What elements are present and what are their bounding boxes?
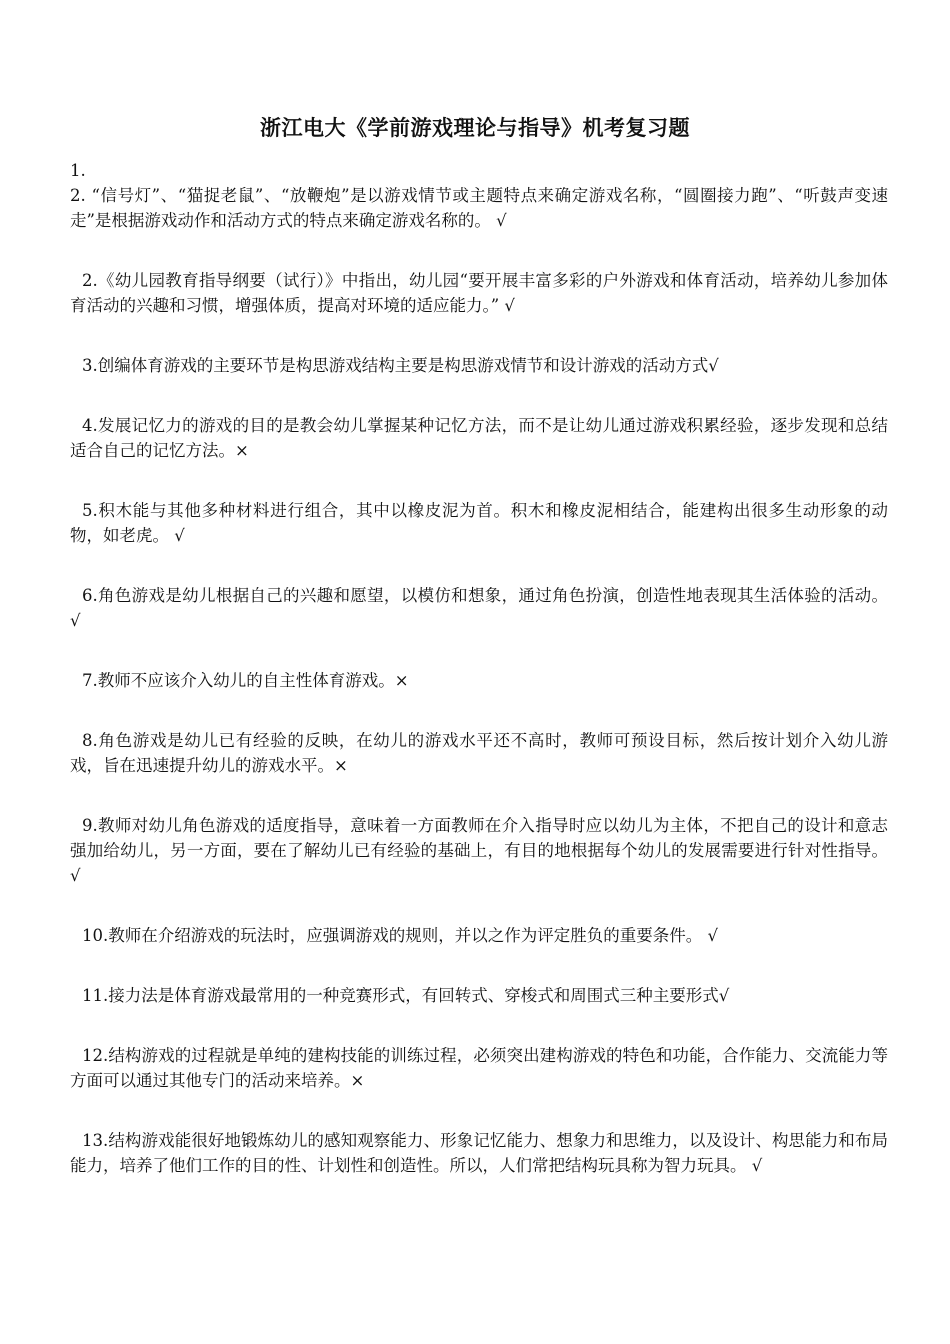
question-item: 3.创编体育游戏的主要环节是构思游戏结构主要是构思游戏情节和设计游戏的活动方式√ xyxy=(82,356,719,375)
question-item: 7.教师不应该介入幼儿的自主性体育游戏。× xyxy=(82,671,409,690)
question-item: 2. “信号灯”、“猫捉老鼠”、“放鞭炮”是以游戏情节或主题特点来确定游戏名称，“圆圈接力跑”、“听鼓声变速走”是根据游戏动作和活动方式的特点来确定游戏名称的。 √ xyxy=(70,186,888,230)
question-item: 2.《幼儿园教育指导纲要（试行）》中指出，幼儿园“要开展丰富多彩的户外游戏和体育活动，培养幼儿参加体育活动的兴趣和习惯，增强体质，提高对环境的适应能力。” √ xyxy=(70,271,888,315)
document-title: 浙江电大《学前游戏理论与指导》机考复习题 xyxy=(260,115,690,140)
question-item: 4.发展记忆力的游戏的目的是教会幼儿掌握某种记忆方法，而不是让幼儿通过游戏积累经验，逐步发现和总结适合自己的记忆方法。× xyxy=(70,416,888,460)
question-item: 8.角色游戏是幼儿已有经验的反映，在幼儿的游戏水平还不高时，教师可预设目标，然后按计划介入幼儿游戏，旨在迅速提升幼儿的游戏水平。× xyxy=(70,731,888,775)
question-item: 6.角色游戏是幼儿根据自己的兴趣和愿望，以模仿和想象，通过角色扮演，创造性地表现其生活体验的活动。 √ xyxy=(70,586,888,630)
question-item: 10.教师在介绍游戏的玩法时，应强调游戏的规则，并以之作为评定胜负的重要条件。 √ xyxy=(82,926,718,945)
document-body xyxy=(70,158,888,1178)
question-item: 1. xyxy=(70,161,86,180)
question-item: 12.结构游戏的过程就是单纯的建构技能的训练过程，必须突出建构游戏的特色和功能，合作能力、交流能力等方面可以通过其他专门的活动来培养。× xyxy=(70,1046,888,1090)
question-item: 11.接力法是体育游戏最常用的一种竞赛形式，有回转式、穿梭式和周围式三种主要形式√ xyxy=(82,986,730,1005)
question-item: 9.教师对幼儿角色游戏的适度指导，意味着一方面教师在介入指导时应以幼儿为主体，不把自己的设计和意志强加给幼儿，另一方面，要在了解幼儿已有经验的基础上，有目的地根据每个幼儿的发展需要进行针对性指导。 √ xyxy=(70,816,888,885)
question-item: 13.结构游戏能很好地锻炼幼儿的感知观察能力、形象记忆能力、想象力和思维力，以及设计、构思能力和布局能力，培养了他们工作的目的性、计划性和创造性。所以，人们常把结构玩具称为智力玩具。 √ xyxy=(70,1131,888,1175)
question-item: 5.积木能与其他多种材料进行组合，其中以橡皮泥为首。积木和橡皮泥相结合，能建构出很多生动形象的动物，如老虎。 √ xyxy=(70,501,888,545)
